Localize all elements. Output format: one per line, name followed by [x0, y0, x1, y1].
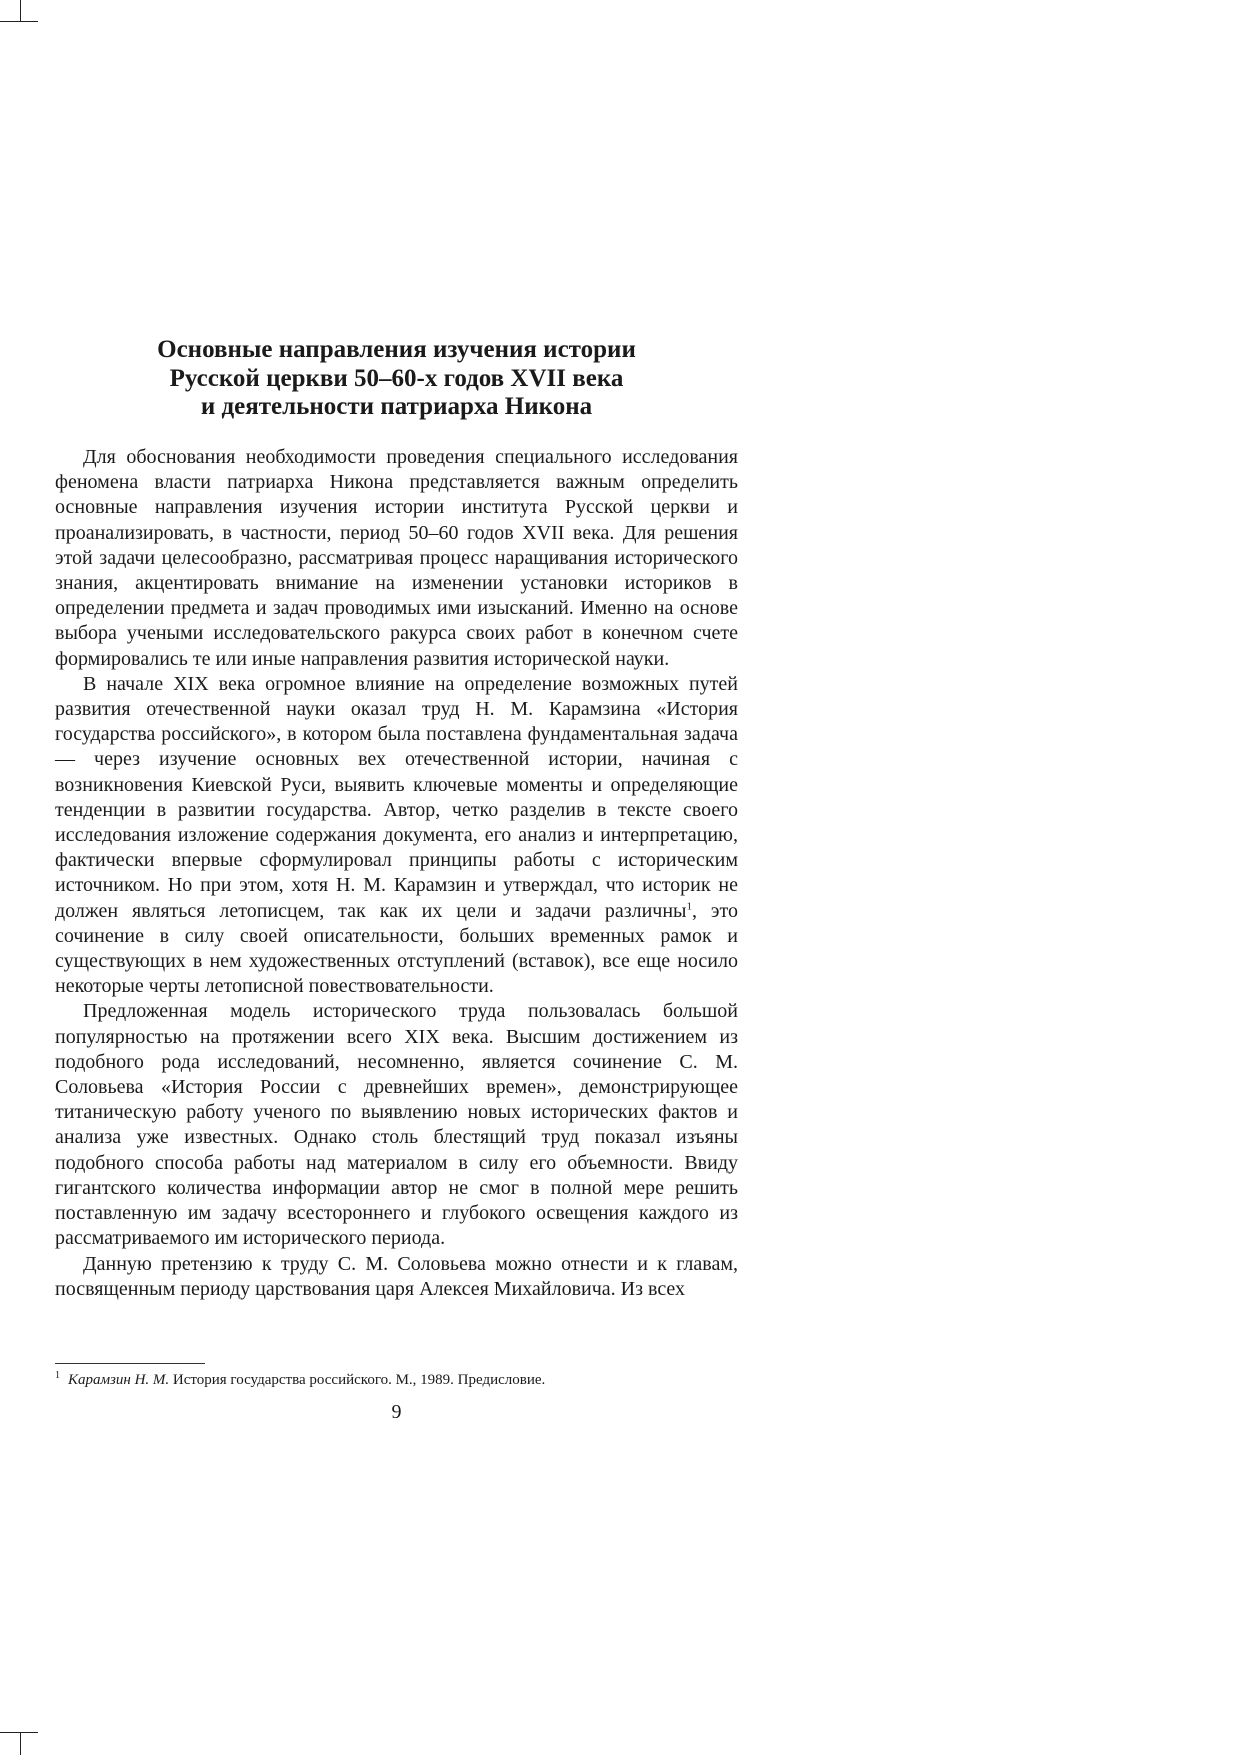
paragraph: Предложенная модель исторического труда пользовалась большой популярностью на протяжении всего XIX века. Высшим достижением из подобного рода исследований, несомненно, является сочинение С. М. Соловьева «История России с древнейших времен», демонстрирующее титаническую работу ученого по выявлению новых исторических фактов и анализа уже известных. Однако столь блестящий труд показал изъяны подобного способа работы над материалом в силу его объемности. Ввиду гигантского количества информации автор не смог в полной мере решить поставленную им задачу всестороннего и глубокого освещения каждого из рассматриваемого им исторического периода.	[55, 1000, 738, 1250]
paragraph-text: В начале XIX века огромное влияние на определение возможных путей развития отечественной науки оказал труд Н. М. Карамзина «История государства российского», в котором была поставлена фундаментальная задача — через изучение основных вех отечественной истории, начиная с возникновения Киевской Руси, выявить ключевые моменты и определяющие тенденции в развитии государства. Автор, четко разделив в тексте своего исследования изложение содержания документа, его анализ и интерпретацию, фактически впервые сформулировал принципы работы с историческим источником. Но при этом, хотя Н. М. Карамзин и утверждал, что историк не должен являться летописцем, так как их цели и задачи различны	[55, 672, 738, 922]
paragraph	[55, 672, 738, 1000]
chapter-title	[55, 336, 738, 422]
footnote	[55, 1366, 738, 1390]
chapter-title-line: и деятельности патриарха Никона	[200, 393, 593, 420]
chapter-title-line: Русской церкви 50–60-х годов XVII века	[169, 364, 624, 392]
footnote-author: Карамзин Н. М.	[68, 1372, 170, 1388]
crop-mark	[0, 1732, 38, 1733]
page-number: 9	[391, 1401, 402, 1423]
paragraph-text: , это сочинение в силу своей описательности, больших временных рамок и существующих в нем художественных отступлений (вставок), все еще носило некоторые черты летописной повествовательности.	[55, 899, 738, 998]
body-text	[55, 445, 738, 1302]
crop-mark	[0, 21, 38, 22]
paragraph: Данную претензию к труду С. М. Соловьева можно отнести и к главам, посвященным периоду царствования царя Алексея Михайловича. Из всех	[55, 1252, 738, 1300]
crop-mark	[20, 0, 21, 22]
footnote-separator	[55, 1363, 205, 1364]
footnote-text: История государства российского. М., 1989. Предисловие.	[169, 1372, 546, 1388]
paragraph: Для обоснования необходимости проведения специального исследования феномена власти патриарха Никона представляется важным определить основные направления изучения истории института Русской церкви и проанализировать, в частности, период 50–60 годов XVII века. Для решения этой задачи целесообразно, рассматривая процесс наращивания исторического знания, акцентировать внимание на изменении установки историков в определении предмета и задач проводимых ими изысканий. Именно на основе выбора учеными исследовательского ракурса своих работ в конечном счете формировались те или иные направления развития исторической науки.	[55, 446, 738, 670]
chapter-title-line: Основные направления изучения истории	[157, 336, 636, 363]
footnote-mark: 1	[55, 1370, 60, 1381]
crop-mark	[20, 1732, 21, 1755]
footnote-reference: 1	[686, 900, 692, 912]
